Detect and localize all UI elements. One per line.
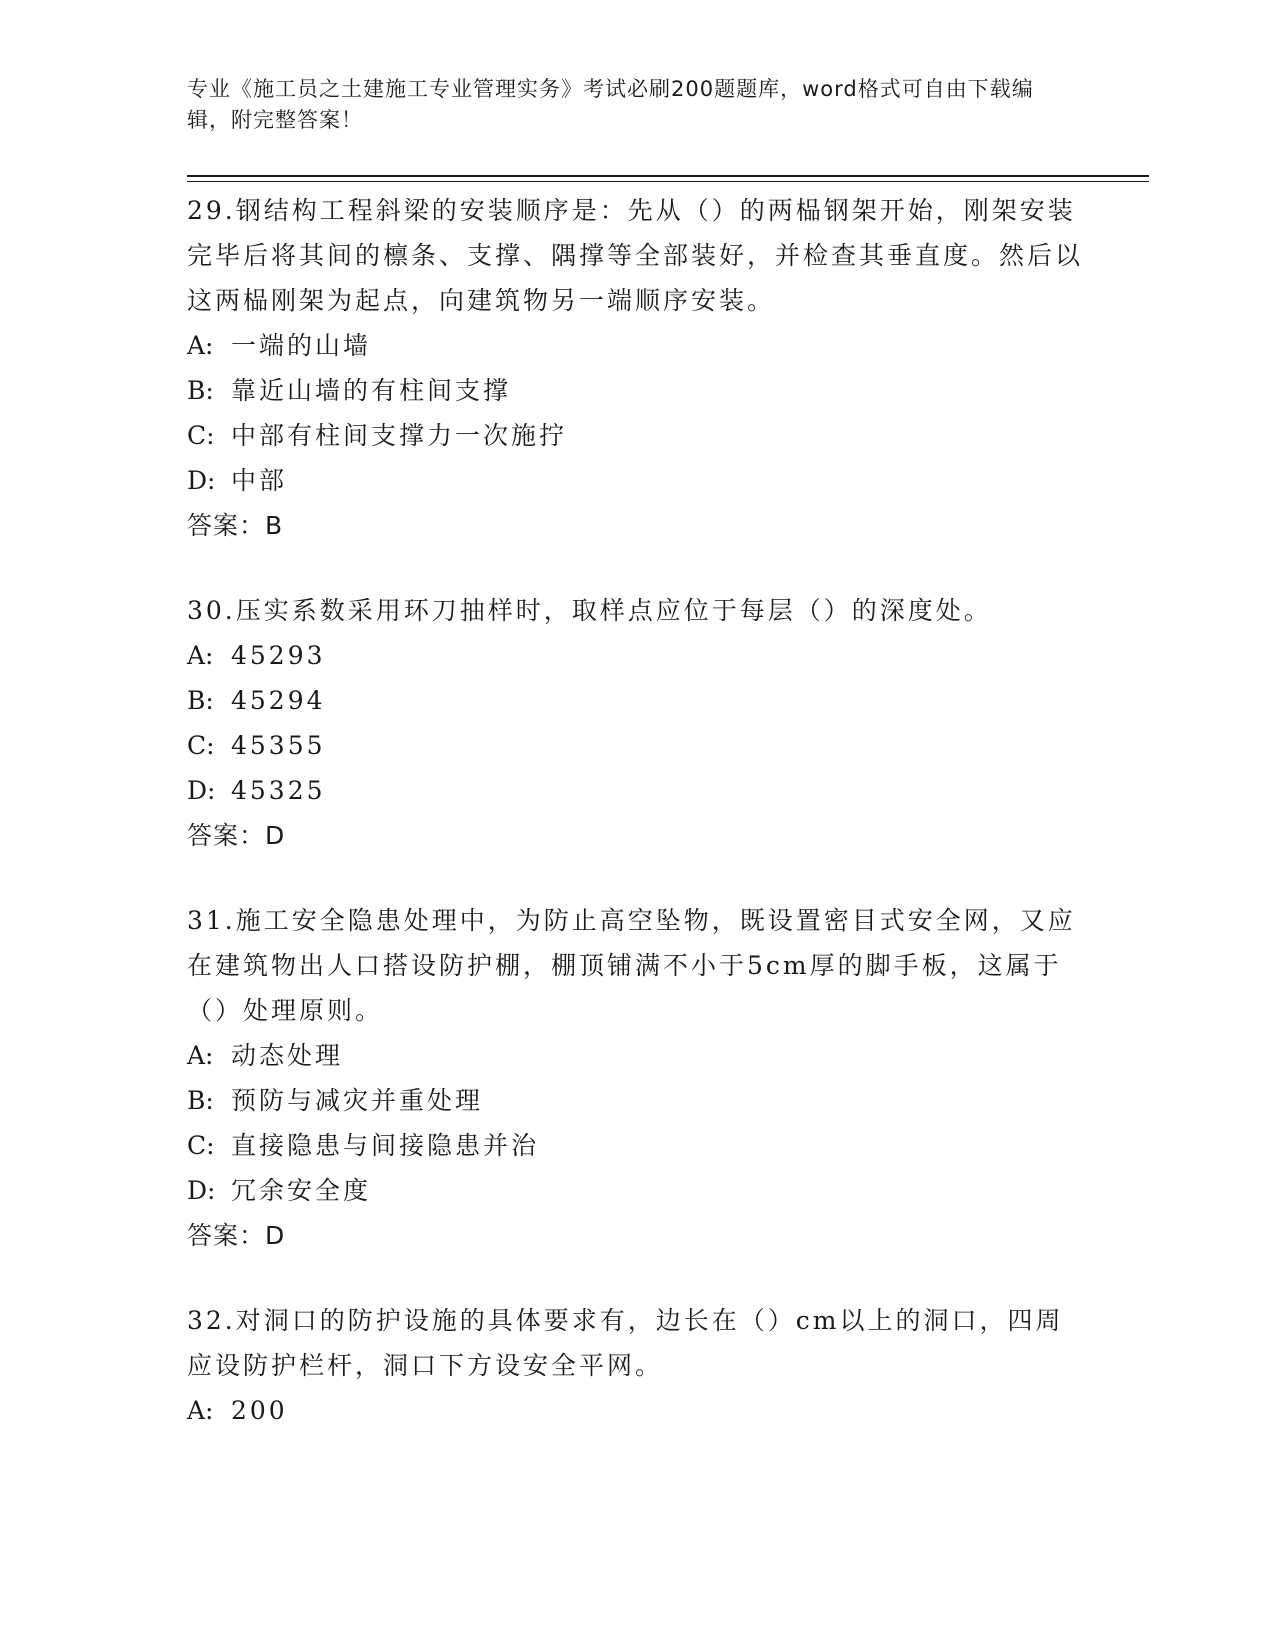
option-text: 动态处理 bbox=[231, 1041, 344, 1070]
option-d bbox=[187, 458, 1087, 503]
option-letter: C: bbox=[187, 421, 215, 450]
option-letter: B: bbox=[187, 1086, 214, 1115]
option-letter: C: bbox=[187, 731, 215, 760]
option-text: 冗余安全度 bbox=[231, 1176, 372, 1205]
option-c bbox=[187, 413, 1087, 458]
option-b bbox=[187, 1078, 1087, 1123]
option-d bbox=[187, 768, 1087, 813]
option-letter: D: bbox=[187, 776, 216, 805]
option-text: 靠近山墙的有柱间支撑 bbox=[231, 376, 512, 405]
option-letter: C: bbox=[187, 1131, 215, 1160]
option-text: 45355 bbox=[231, 731, 326, 760]
option-text: 一端的山墙 bbox=[231, 331, 372, 360]
option-b bbox=[187, 368, 1087, 413]
question-30 bbox=[187, 588, 1087, 858]
answer-line: 答案：D bbox=[187, 1221, 286, 1250]
header-divider-thin bbox=[187, 181, 1149, 182]
option-a bbox=[187, 1388, 1087, 1433]
option-a bbox=[187, 633, 1087, 678]
question-stem: 31.施工安全隐患处理中，为防止高空坠物，既设置密目式安全网，又应在建筑物出人口搭设防护棚，棚顶铺满不小于5cm厚的脚手板，这属于（）处理原则。 bbox=[187, 906, 1076, 1025]
option-c bbox=[187, 1123, 1087, 1168]
option-text: 中部 bbox=[231, 466, 288, 495]
question-32 bbox=[187, 1298, 1087, 1433]
option-letter: A: bbox=[187, 331, 214, 360]
option-text: 45294 bbox=[231, 686, 326, 715]
option-text: 预防与减灾并重处理 bbox=[231, 1086, 484, 1115]
question-31 bbox=[187, 898, 1087, 1258]
answer-line: 答案：B bbox=[187, 511, 284, 540]
question-stem: 30.压实系数采用环刀抽样时，取样点应位于每层（）的深度处。 bbox=[187, 596, 992, 625]
question-stem: 29.钢结构工程斜梁的安装顺序是：先从（）的两榀钢架开始，刚架安装完毕后将其间的檩条、支撑、隅撑等全部装好，并检查其垂直度。然后以这两榀刚架为起点，向建筑物另一端顺序安装。 bbox=[187, 196, 1084, 315]
option-letter: B: bbox=[187, 686, 214, 715]
option-letter: B: bbox=[187, 376, 214, 405]
option-letter: A: bbox=[187, 1396, 214, 1425]
question-list bbox=[187, 188, 1087, 1473]
option-text: 45293 bbox=[231, 641, 326, 670]
option-a bbox=[187, 1033, 1087, 1078]
option-b bbox=[187, 678, 1087, 723]
header-divider-thick bbox=[187, 175, 1149, 177]
option-c bbox=[187, 723, 1087, 768]
option-text: 200 bbox=[231, 1396, 288, 1425]
option-letter: D: bbox=[187, 1176, 216, 1205]
option-text: 中部有柱间支撑力一次施拧 bbox=[231, 421, 568, 450]
option-a bbox=[187, 323, 1087, 368]
option-text: 直接隐患与间接隐患并治 bbox=[231, 1131, 540, 1160]
answer-line: 答案：D bbox=[187, 821, 286, 850]
question-stem: 32.对洞口的防护设施的具体要求有，边长在（）cm以上的洞口，四周应设防护栏杆，洞口下方设安全平网。 bbox=[187, 1306, 1064, 1380]
option-d bbox=[187, 1168, 1087, 1213]
option-text: 45325 bbox=[231, 776, 326, 805]
option-letter: D: bbox=[187, 466, 216, 495]
question-29 bbox=[187, 188, 1087, 548]
option-letter: A: bbox=[187, 641, 214, 670]
document-header: 专业《施工员之土建施工专业管理实务》考试必刷200题题库，word格式可自由下载编辑，附完整答案！ bbox=[187, 77, 1034, 132]
option-letter: A: bbox=[187, 1041, 214, 1070]
